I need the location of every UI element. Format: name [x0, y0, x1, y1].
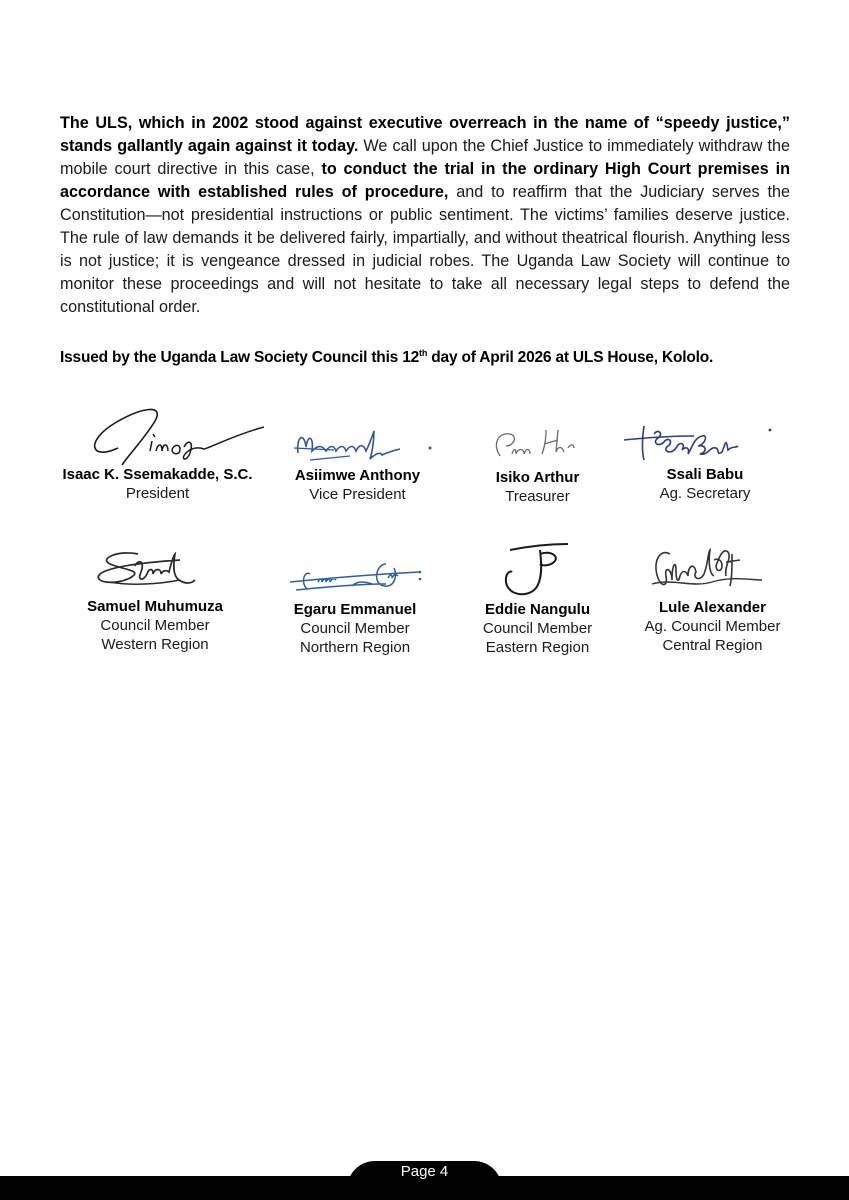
signatory-ag-secretary — [620, 420, 790, 503]
signatory-treasurer — [460, 418, 615, 506]
signature-image — [460, 538, 615, 600]
statement-text-2: and to reaffirm that the Judiciary serves the Constitution—not presidential instructions or public sentiment. The victims’ families deserve justice. The rule of law demands it be delivered fairly, impartially, and without theatrical flourish. Anything less is not justice; it is vengeance dressed in judicial robes. The Uganda Law Society will continue to monitor these proceedings and will not hesitate to take all necessary legal steps to defend the constitutional order. — [60, 183, 790, 316]
signatory-region: Central Region — [662, 637, 763, 654]
signatory-name: Isiko Arthur — [495, 469, 580, 486]
signatory-northern-region — [280, 552, 430, 657]
statement-text-1: We call upon the Chief Justice to immediately withdraw the mobile court directive in this case, — [60, 137, 791, 178]
signatory-name: Isaac K. Ssemakadde, S.C. — [62, 466, 253, 483]
signature-image — [280, 552, 430, 600]
signature-image — [60, 403, 255, 465]
signatory-name: Eddie Nangulu — [485, 601, 590, 618]
signatory-region: Northern Region — [299, 639, 411, 656]
signatory-central-region — [630, 540, 795, 655]
signatory-role: Council Member — [300, 620, 410, 637]
signatory-name: Samuel Muhumuza — [87, 598, 223, 615]
signatory-role: Vice President — [309, 486, 406, 503]
signatory-name: Ssali Babu — [666, 466, 744, 483]
issued-suffix: day of April 2026 at ULS House, Kololo. — [427, 349, 714, 366]
signatory-region: Western Region — [101, 636, 209, 653]
signatory-name: Lule Alexander — [659, 599, 766, 616]
page-number-label: Page 4 — [400, 1163, 449, 1180]
signatory-name: Egaru Emmanuel — [293, 601, 417, 618]
signature-image — [280, 418, 435, 466]
statement-bold-2: to conduct the trial in the ordinary High Court premises in accordance with established rules of procedure, — [60, 160, 790, 201]
signatory-vice-president — [280, 418, 435, 504]
signatory-role: Council Member — [482, 620, 593, 637]
signatory-role: Ag. Council Member — [644, 618, 781, 635]
signatory-role: Ag. Secretary — [659, 485, 751, 502]
signature-image — [620, 420, 790, 465]
issued-ordinal: th — [419, 348, 428, 358]
signature-image — [460, 418, 615, 468]
signatory-role: President — [125, 485, 190, 502]
signatory-role: Treasurer — [505, 488, 570, 505]
issued-prefix: Issued by the Uganda Law Society Council this 12 — [60, 349, 420, 366]
signatory-president — [60, 403, 255, 503]
signatory-western-region — [80, 542, 230, 654]
signatory-name: Asiimwe Anthony — [294, 467, 421, 484]
signature-image — [630, 540, 795, 598]
issued-line — [60, 349, 713, 367]
statement-bold-1: The ULS, which in 2002 stood against executive overreach in the name of “speedy justice,” stands gallantly again against it today. — [60, 114, 790, 155]
statement-paragraph — [60, 112, 790, 319]
signatory-eastern-region — [460, 538, 615, 657]
signature-image — [80, 542, 230, 597]
signatory-region: Eastern Region — [485, 639, 590, 656]
signatory-role: Council Member — [100, 617, 210, 634]
